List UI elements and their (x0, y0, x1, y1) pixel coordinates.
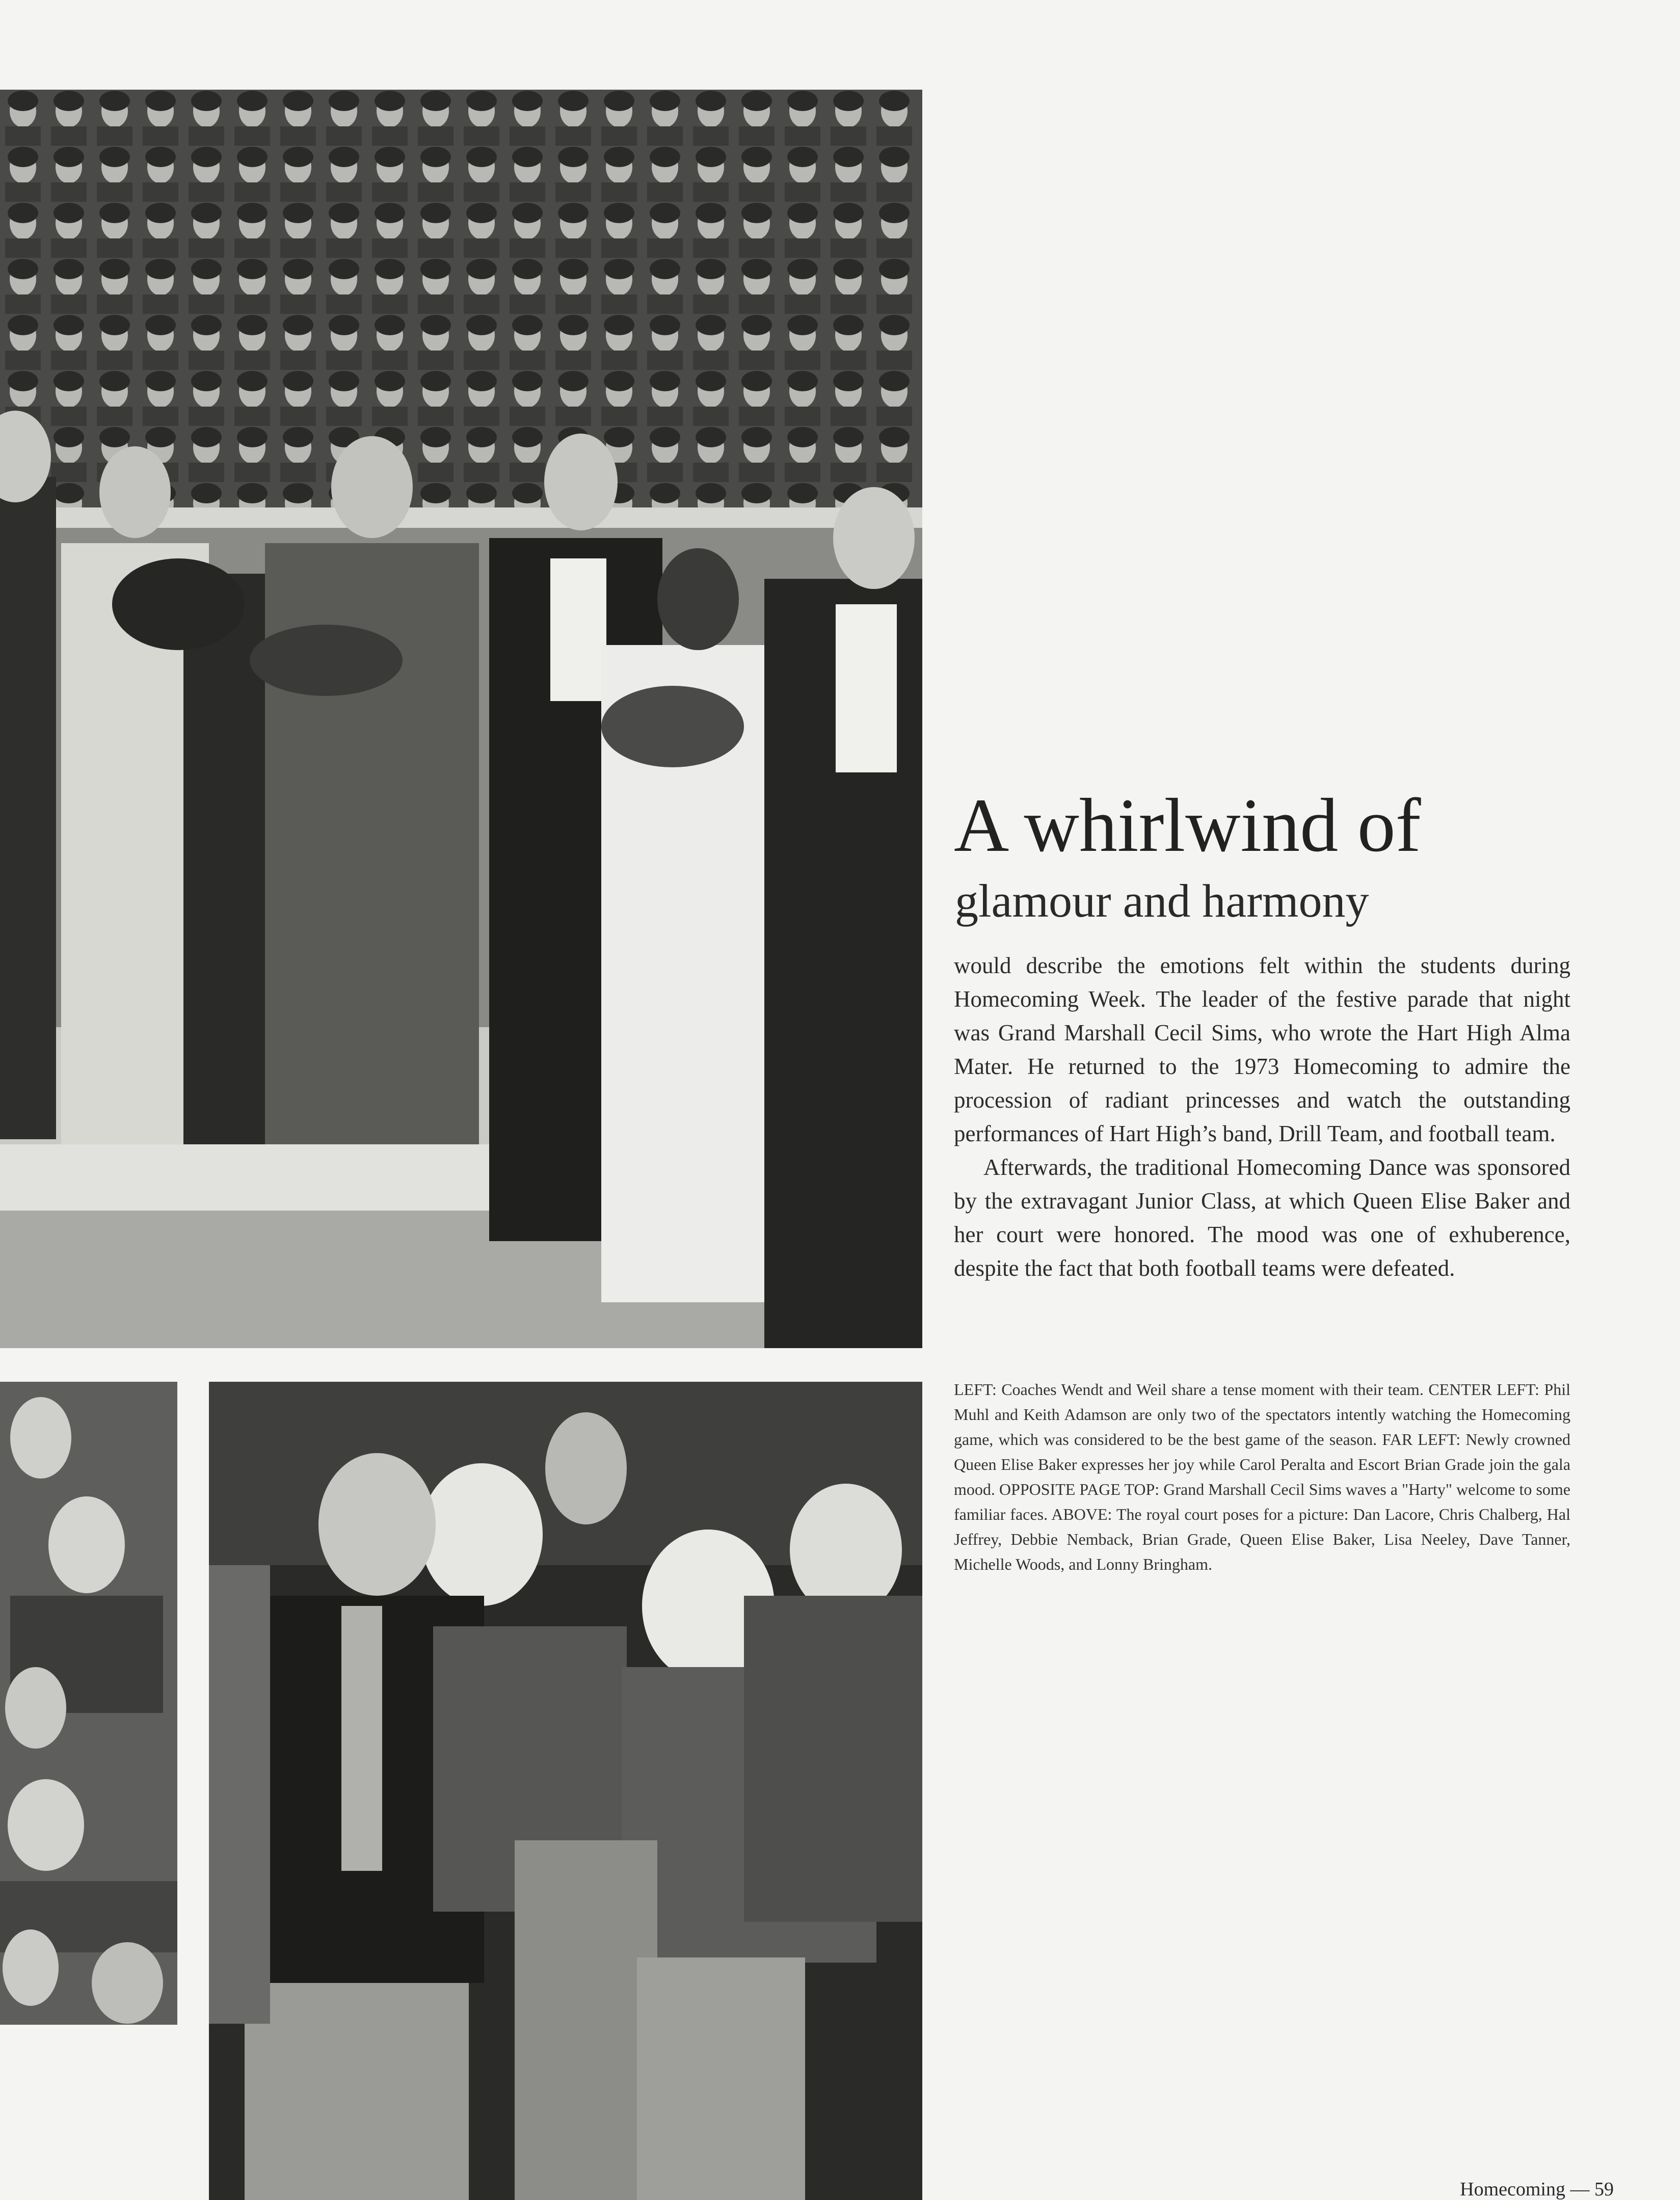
sideline-image (209, 1382, 922, 2200)
headline-title: A whirlwind of (954, 783, 1421, 868)
page-folio: Homecoming — 59 (1460, 2179, 1614, 2200)
royal-court-photo (0, 90, 922, 1348)
headline-subtitle: glamour and harmony (955, 875, 1369, 927)
spectators-image (0, 1382, 177, 2025)
royal-court-image (0, 90, 922, 1348)
body-paragraph: would describe the emotions felt within the students during Homecoming Week. The leader of the festive parade that night was Grand Marshall Cecil Sims, who wrote the Hart High Alma Mater. He returned to the 1973 Homecoming to admire the procession of radiant princesses and watch the outstanding performances of Hart High’s band, Drill Team, and football team. (954, 953, 1570, 1146)
photo-caption: LEFT: Coaches Wendt and Weil share a tense moment with their team. CENTER LEFT: Phil Muhl and Keith Adamson are only two of the spectators intently watching the Homecoming game, which was considered to be the best game of the season. FAR LEFT: Newly crowned Queen Elise Baker expresses her joy while Carol Peralta and Escort Brian Grade join the gala mood. OPPOSITE PAGE TOP: Grand Marshall Cecil Sims waves a "Harty" welcome to some familiar faces. ABOVE: The royal court poses for a picture: Dan Lacore, Chris Chalberg, Hal Jeffrey, Debbie Nemback, Brian Grade, Queen Elise Baker, Lisa Neeley, Dave Tanner, Michelle Woods, and Lonny Bringham. (954, 1380, 1570, 1573)
sideline-photo (209, 1382, 922, 2200)
spectators-photo (0, 1382, 177, 2025)
article-body (954, 949, 1570, 1285)
body-paragraph: Afterwards, the traditional Homecoming Dance was sponsored by the extravagant Junior Class, at which Queen Elise Baker and her court were honored. The mood was one of exhuberence, despite the fact that both football teams were defeated. (954, 1155, 1570, 1281)
